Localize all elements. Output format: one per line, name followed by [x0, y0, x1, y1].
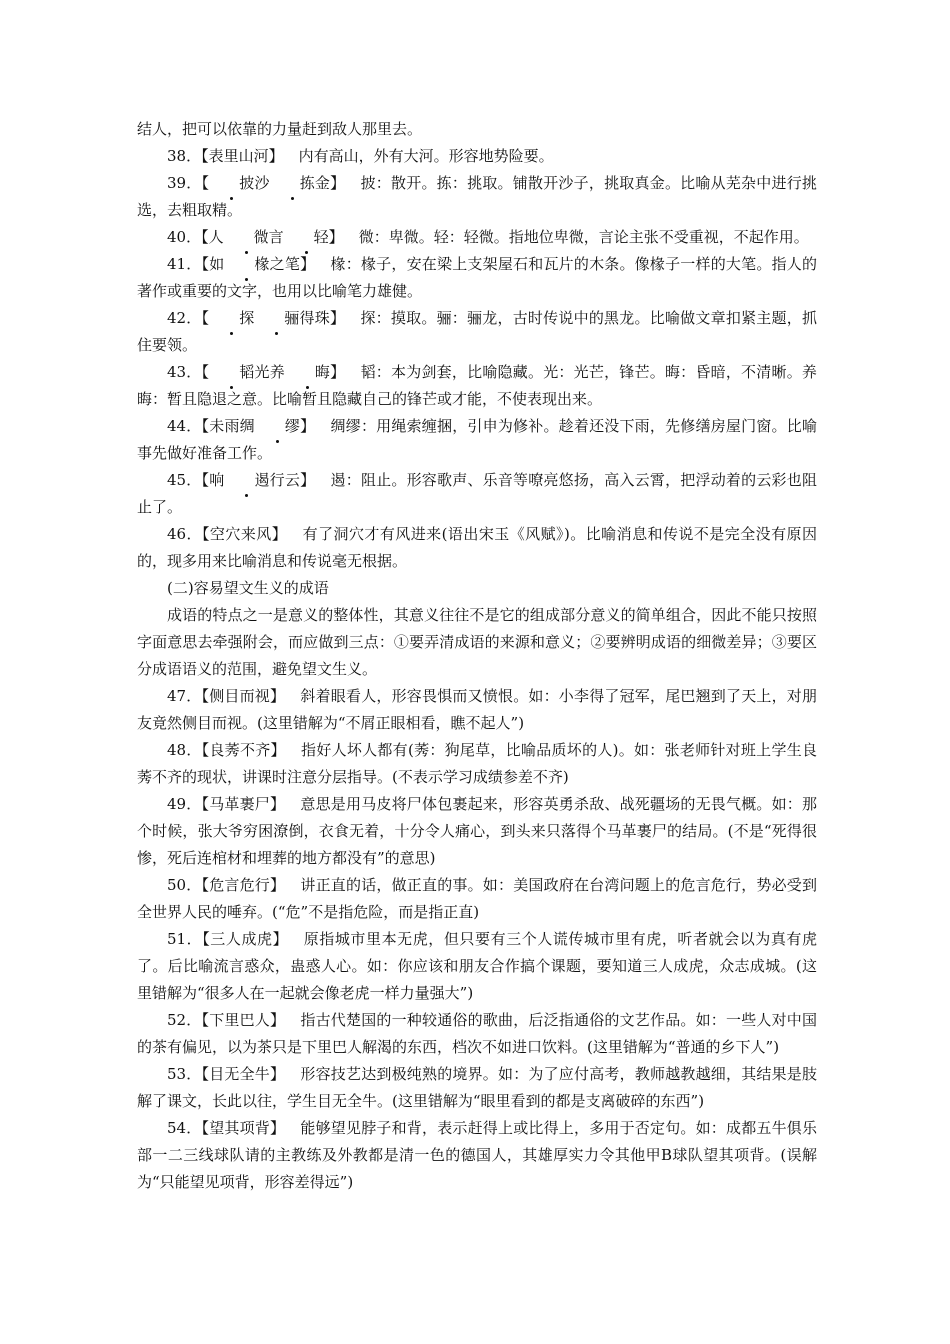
idiom-entry	[137, 737, 817, 791]
idiom-entry	[137, 224, 817, 251]
idiom-term: 【危言危行】	[201, 876, 286, 894]
idiom-term: 【马革裹尸】	[201, 795, 286, 813]
idiom-term: 【侧目而视】	[201, 687, 286, 705]
idiom-entry	[137, 467, 817, 521]
idiom-entry	[137, 1061, 817, 1115]
idiom-term: 【人 微言 轻】	[201, 228, 344, 246]
idiom-entry	[137, 872, 817, 926]
idiom-term: 【空穴来风】	[201, 525, 288, 543]
idiom-term: 【 探 骊得珠】	[202, 309, 346, 327]
idiom-entry	[137, 305, 817, 359]
idiom-definition: 意思是用马皮将尸体包裹起来，形容英勇杀敌、战死疆场的无畏气概。如：那个时候，张大爷穷困潦倒，衣食无着，十分令人痛心，到头来只落得个马革裹尸的结局。(不是“死得很惨，死后连棺材和埋葬的地方都没有”的意思)	[137, 795, 817, 867]
idiom-definition: 斜着眼看人，形容畏惧而又愤恨。如：小李得了冠军，尾巴翘到了天上，对朋友竟然侧目而视。(这里错解为“不屑正眼相看，瞧不起人”)	[137, 687, 817, 732]
idiom-definition: 形容技艺达到极纯熟的境界。如：为了应付高考，教师越教越细，其结果是肢解了课文，长此以往，学生目无全牛。(这里错解为“眼里看到的都是支离破碎的东西”)	[137, 1065, 817, 1110]
idiom-definition: 微：卑微。轻：轻微。指地位卑微，言论主张不受重视，不起作用。	[358, 228, 809, 246]
idiom-term: 【目无全牛】	[201, 1065, 286, 1083]
idiom-entry	[137, 683, 817, 737]
idiom-term: 【下里巴人】	[201, 1011, 286, 1029]
idiom-term: 【 韬光养 晦】	[202, 363, 346, 381]
idiom-term: 【 披沙 拣金】	[202, 174, 346, 192]
idiom-term: 【三人成虎】	[202, 930, 289, 948]
idiom-definition: 有了洞穴才有风进来(语出宋玉《风赋》)。比喻消息和传说不是完全没有原因的，现多用来比喻消息和传说毫无根据。	[137, 525, 817, 570]
entry-number: 54．	[167, 1119, 202, 1137]
idiom-definition: 原指城市里本无虎，但只要有三个人谎传城市里有虎，听者就会以为真有虎了。后比喻流言惑众，蛊惑人心。如：你应该和朋友合作搞个课题，要知道三人成虎，众志成城。(这里错解为“很多人在一起就会像老虎一样力量强大”)	[137, 930, 817, 1002]
entry-number: 52．	[167, 1011, 202, 1029]
entry-number: 49．	[167, 795, 202, 813]
idiom-entry	[137, 791, 817, 872]
idiom-definition: 椽：椽子，安在梁上支架屋石和瓦片的木条。像椽子一样的大笔。指人的著作或重要的文字，也用以比喻笔力雄健。	[137, 255, 817, 300]
section-title: (二)容易望文生义的成语	[167, 579, 329, 597]
entry-number: 38．	[167, 147, 202, 165]
idiom-definition: 遏：阻止。形容歌声、乐音等嘹亮悠扬，高入云霄，把浮动着的云彩也阻止了。	[137, 471, 817, 516]
entry-number: 46．	[167, 525, 202, 543]
entry-number: 48．	[167, 741, 202, 759]
entry-number: 41．	[167, 255, 202, 273]
idiom-definition: 指好人坏人都有(莠：狗尾草，比喻品质坏的人)。如：张老师针对班上学生良莠不齐的现状，讲课时注意分层指导。(不表示学习成绩参差不齐)	[137, 741, 817, 786]
entry-number: 51．	[167, 930, 203, 948]
idiom-term: 【响 遏行云】	[202, 471, 316, 489]
document-page	[137, 116, 817, 1196]
idiom-entry	[137, 521, 817, 575]
idiom-entry	[137, 926, 817, 1007]
idiom-definition: 披：散开。拣：挑取。铺散开沙子，挑取真金。比喻从芜杂中进行挑选，去粗取精。	[137, 174, 817, 219]
idiom-entry	[137, 143, 817, 170]
idiom-entry	[137, 1007, 817, 1061]
idiom-entry	[137, 251, 817, 305]
idiom-definition: 内有高山，外有大河。形容地势险要。	[298, 147, 554, 165]
entry-number: 47．	[167, 687, 202, 705]
idiom-term: 【望其项背】	[201, 1119, 286, 1137]
idiom-entry	[137, 1115, 817, 1196]
idiom-term: 【如 椽之笔】	[202, 255, 316, 273]
entry-number: 44．	[167, 417, 202, 435]
idiom-definition: 探：摸取。骊：骊龙，古时传说中的黑龙。比喻做文章扣紧主题，抓住要领。	[137, 309, 817, 354]
entry-list-a	[137, 143, 817, 575]
entry-list-b	[137, 683, 817, 1196]
entry-number: 53．	[167, 1065, 202, 1083]
idiom-entry	[137, 413, 817, 467]
entry-number: 40．	[167, 228, 202, 246]
idiom-entry	[137, 170, 817, 224]
idiom-definition: 绸缪：用绳索缠捆，引申为修补。趁着还没下雨，先修缮房屋门窗。比喻事先做好准备工作。	[137, 417, 817, 462]
idiom-definition: 指古代楚国的一种较通俗的歌曲，后泛指通俗的文艺作品。如：一些人对中国的茶有偏见，以为茶只是下里巴人解渴的东西，档次不如进口饮料。(这里错解为“普通的乡下人”)	[137, 1011, 817, 1056]
entry-number: 45．	[167, 471, 202, 489]
section-intro: 成语的特点之一是意义的整体性，其意义往往不是它的组成部分意义的简单组合，因此不能只按照字面意思去牵强附会，而应做到三点：①要弄清成语的来源和意义；②要辨明成语的细微差异；③要区分成语语义的范围，避免望文生义。	[137, 606, 817, 678]
idiom-definition: 韬：本为剑套，比喻隐藏。光：光芒，锋芒。晦：昏暗，不清晰。养晦：暂且隐退之意。比喻暂且隐藏自己的锋芒或才能，不使表现出来。	[137, 363, 817, 408]
idiom-definition: 能够望见脖子和背，表示赶得上或比得上，多用于否定句。如：成都五牛俱乐部一二三线球队请的主教练及外教都是清一色的德国人，其雄厚实力令其他甲B球队望其项背。(误解为“只能望见项背，形容差得远”)	[137, 1119, 817, 1191]
idiom-definition: 讲正直的话，做正直的事。如：美国政府在台湾问题上的危言危行，势必受到全世界人民的唾弃。(“危”不是指危险，而是指正直)	[137, 876, 817, 921]
lead-paragraph: 结人，把可以依靠的力量赶到敌人那里去。	[137, 120, 423, 138]
entry-number: 39．	[167, 174, 202, 192]
entry-number: 43．	[167, 363, 202, 381]
idiom-entry	[137, 359, 817, 413]
idiom-term: 【良莠不齐】	[201, 741, 286, 759]
entry-number: 50．	[167, 876, 202, 894]
idiom-term: 【未雨绸 缪】	[202, 417, 316, 435]
entry-number: 42．	[167, 309, 202, 327]
idiom-term: 【表里山河】	[201, 147, 284, 165]
